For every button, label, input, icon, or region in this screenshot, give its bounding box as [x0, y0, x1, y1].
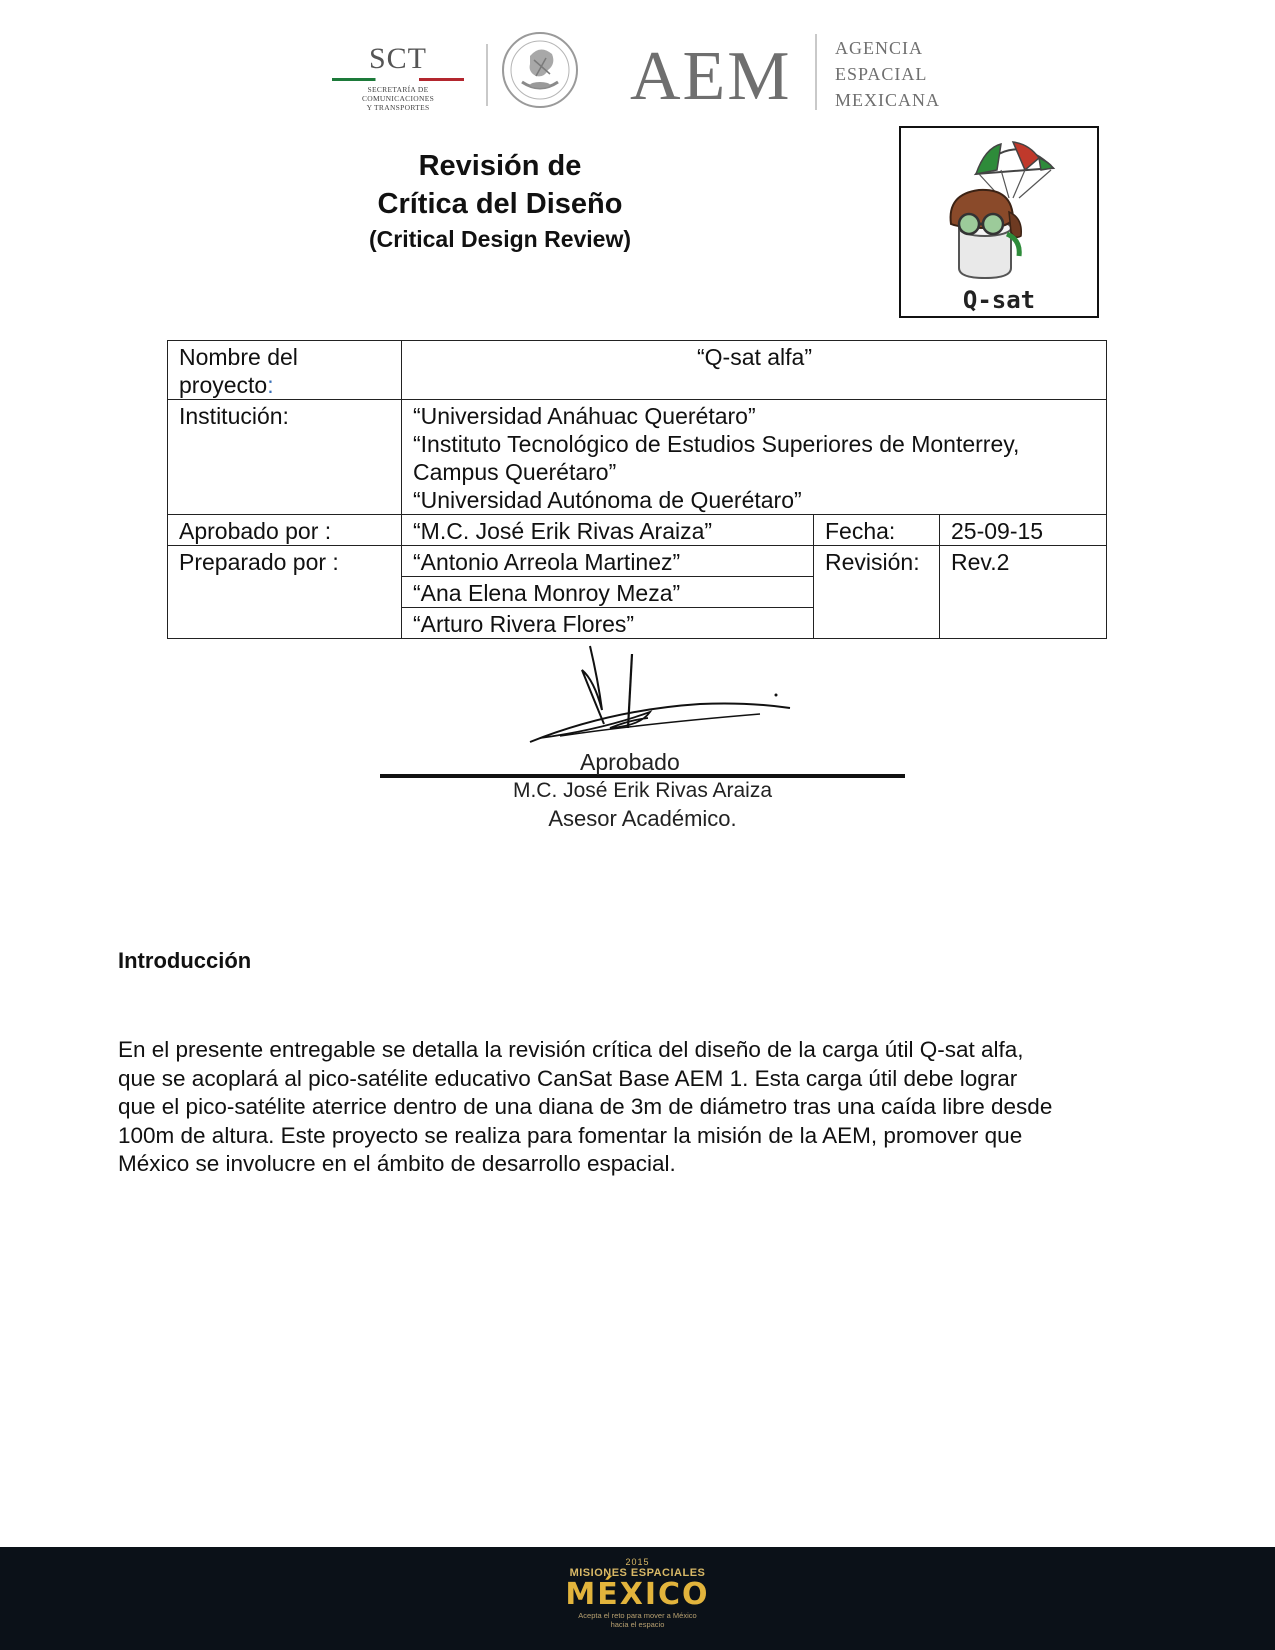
project-name-value: “Q-sat alfa”: [402, 341, 1107, 400]
aem-name-line: AGENCIA: [835, 38, 923, 58]
label-text: proyecto: [179, 372, 268, 398]
institution-line: “Universidad Anáhuac Querétaro”: [413, 403, 756, 429]
title-line: Crítica del Diseño: [377, 188, 623, 220]
date-label: Fecha:: [814, 515, 940, 546]
intro-paragraph: [118, 1036, 1163, 1179]
project-info-table: [167, 340, 1107, 639]
institution-line: “Universidad Autónoma de Querétaro”: [413, 487, 802, 513]
paragraph-line: En el presente entregable se detalla la revisión crítica del diseño de la carga útil Q-sat alfa,: [118, 1037, 1024, 1062]
aem-logo-abbr: AEM: [630, 38, 792, 115]
signer-role: Asesor Académico.: [548, 806, 737, 831]
handwritten-signature-icon: [520, 640, 800, 760]
prepared-by-label: Preparado por :: [168, 546, 402, 639]
prepared-by-value: “Antonio Arreola Martinez”: [402, 546, 814, 577]
institution-line: “Instituto Tecnológico de Estudios Superiores de Monterrey,: [413, 431, 1020, 457]
footer-title: MISIONES ESPACIALES: [569, 1567, 706, 1579]
footer-tagline: hacia el espacio: [610, 1620, 665, 1629]
label-text: Nombre del: [179, 344, 298, 370]
aem-name-line: MEXICANA: [835, 90, 940, 110]
footer-country: MÉXICO: [565, 1577, 710, 1612]
approved-by-value: “M.C. José Erik Rivas Araiza”: [402, 515, 814, 546]
paragraph-line: México se involucre en el ámbito de desarrollo espacial.: [118, 1151, 676, 1176]
table-row: [168, 341, 1107, 400]
title-subtitle: (Critical Design Review): [368, 226, 632, 252]
sct-subtitle-line: SECRETARÍA DE: [367, 85, 429, 94]
sct-subtitle-line: Y TRANSPORTES: [366, 103, 430, 112]
approved-by-label: Aprobado por :: [168, 515, 402, 546]
qsat-project-logo: [899, 126, 1099, 318]
sct-logo: [332, 44, 464, 112]
table-row: [168, 515, 1107, 546]
revision-label: Revisión:: [814, 546, 940, 639]
footer-tagline: Acepta el reto para mover a México: [578, 1611, 697, 1620]
sct-subtitle-line: COMUNICACIONES: [361, 94, 435, 103]
signature-caption: Aprobado: [580, 749, 680, 775]
header-divider: [486, 44, 488, 106]
project-name-label: [168, 341, 402, 400]
table-row: [168, 546, 1107, 577]
header-divider: [815, 34, 817, 110]
institution-label: Institución:: [168, 400, 402, 515]
institution-line: Campus Querétaro”: [413, 459, 617, 485]
footer-year: 2015: [625, 1557, 650, 1567]
qsat-logo-label: Q-sat: [962, 286, 1036, 314]
table-row: [168, 400, 1107, 515]
document-title: [330, 147, 670, 255]
sct-logo-tricolor-bar: [332, 78, 464, 81]
revision-value: Rev.2: [940, 546, 1107, 639]
title-line: Revisión de: [418, 150, 582, 182]
aem-name-line: ESPACIAL: [835, 64, 928, 84]
institution-value: [402, 400, 1107, 515]
label-colon: :: [267, 372, 274, 398]
prepared-by-value: “Arturo Rivera Flores”: [402, 608, 814, 639]
sct-logo-name: SCT: [368, 42, 428, 75]
paragraph-line: que se acoplará al pico-satélite educativo CanSat Base AEM 1. Esta carga útil debe lograr: [118, 1065, 1018, 1091]
mexican-seal-icon: [500, 30, 580, 110]
misiones-espaciales-logo: [555, 1557, 720, 1629]
paragraph-line: 100m de altura. Este proyecto se realiza para fomentar la misión de la AEM, promover que: [118, 1122, 1023, 1148]
section-heading: Introducción: [118, 948, 252, 973]
sct-logo-subtitle: [332, 85, 464, 112]
aem-logo-name: [835, 35, 940, 113]
date-value: 25-09-15: [940, 515, 1107, 546]
prepared-by-value: “Ana Elena Monroy Meza”: [402, 577, 814, 608]
signer-name: M.C. José Erik Rivas Araiza: [512, 779, 773, 802]
page-footer: [0, 1547, 1275, 1650]
paragraph-line: que el pico-satélite aterrice dentro de una diana de 3m de diámetro tras una caída libre desde: [118, 1094, 1053, 1119]
